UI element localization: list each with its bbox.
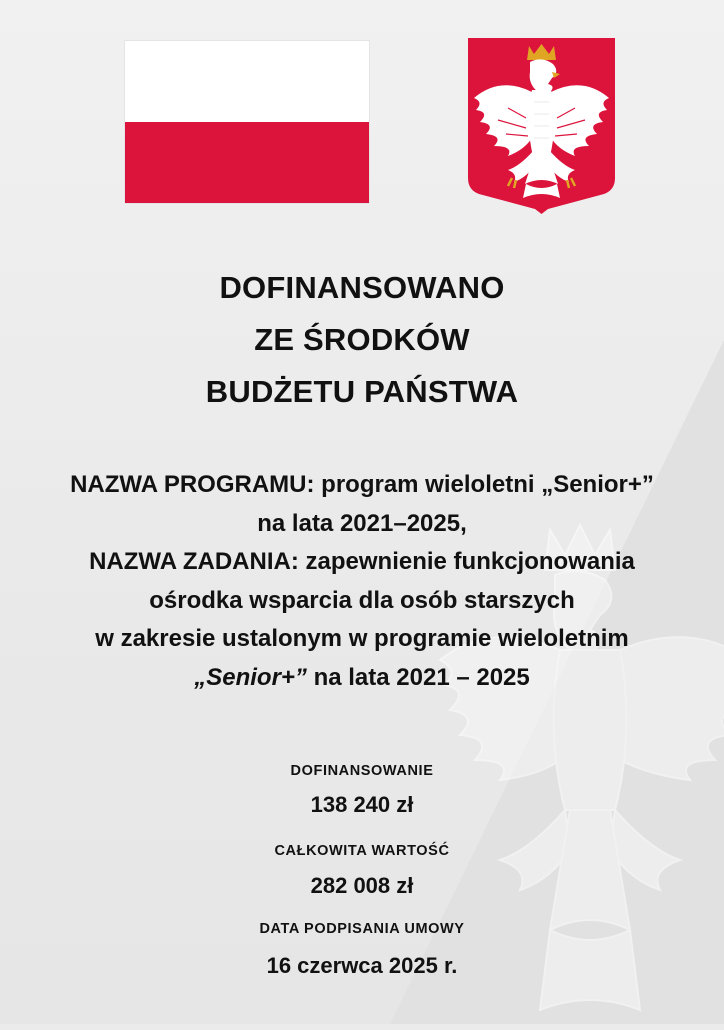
poland-flag-icon [125,41,369,203]
headline-line-3: BUDŻETU PAŃSTWA [205,374,519,409]
program-line-4: ośrodka wsparcia dla osób starszych [149,586,575,614]
headline [0,262,724,418]
program-name-italic: „Senior+” [194,663,307,691]
headline-line-1: DOFINANSOWANO [219,270,505,305]
program-line-1: NAZWA PROGRAMU: program wieloletni „Senior+” [70,471,654,498]
program-line-3: NAZWA ZADANIA: zapewnienie funkcjonowania [89,548,635,575]
program-line-2: na lata 2021–2025, [257,509,467,537]
total-value-amount: 282 008 zł [310,873,414,898]
funding-value: 138 240 zł [310,792,414,817]
signing-date-label: DATA PODPISANIA UMOWY [259,921,465,937]
headline-line-2: ZE ŚRODKÓW [254,322,470,357]
program-description [20,466,704,697]
program-line-5: w zakresie ustalonym w programie wieloletnim [95,625,629,652]
funding-label: DOFINANSOWANIE [290,763,434,779]
signing-date-value: 16 czerwca 2025 r. [266,953,458,978]
program-line-6 [20,659,704,698]
flag-red-stripe [125,122,369,203]
white-eagle-emblem-icon [468,38,615,214]
total-value-label: CAŁKOWITA WARTOŚĆ [274,843,450,859]
program-line-6-rest: na lata 2021 – 2025 [306,663,530,691]
flag-white-stripe [125,41,369,122]
